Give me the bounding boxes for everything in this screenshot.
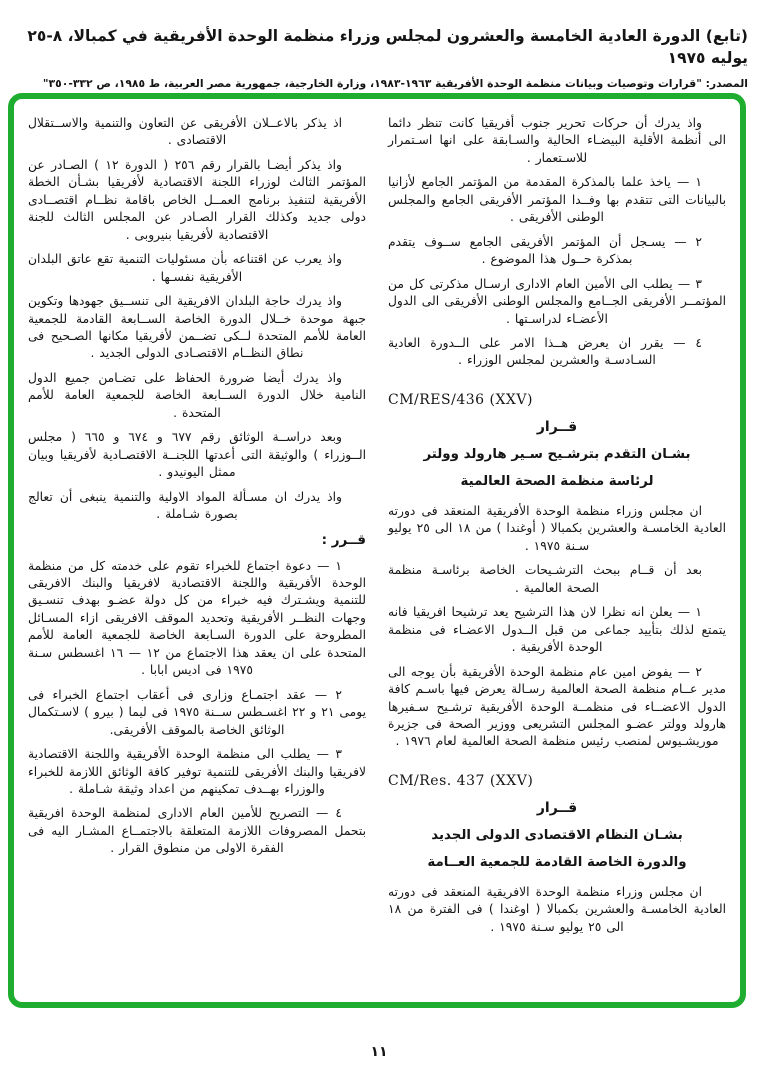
decree-clause-4: ٤ — التصريح للأمين العام الادارى لمنظمة الوحدة افريقية بتحمل المصروفات اللازمة المتعلقة بالاجتمــاع المشـار اليه فى الفقرة الاولى من منطوق القرار . [28,806,366,856]
page-header [0,0,758,93]
resolution-subtitle-line2: لرئاسة منظمة الصحة العالمية [460,473,654,489]
paragraph-solidarity: واذ يدرك أيضا ضرورة الحفاظ على تضـامن جميع الدول النامية خلال الدورة الســابعة الخاصة للجمعية العامة للأمم المتحدة . [28,370,366,420]
paragraph-preamble: واذ يدرك أن حركات تحرير جنوب أفريقيا كانت تنظر دائما الى أنظمة الأقلية البيضـاء الحالية والسـابقة على انها اسـتمرار للاسـتعمار . [388,116,726,165]
clause-3: ٣ — يطلب الى الأمين العام الادارى ارسـال مذكرتى كل من المؤتمــر الأفريقى الجــامع والمجلس الوطنى الأفريقى الى الدول الأعضـاء لدراسـتها . [388,276,726,326]
resolution-subtitle-line1: بشـان التقدم بترشـيح سـير هارولد وولتر [423,446,691,462]
paragraph-nominations: بعد أن قــام ببحث الترشـيحات الخاصة برئاسـة منظمة الصحة العالمية . [388,563,702,595]
paragraph-council-session: ان مجلس وزراء منظمة الوحدة الأفريقية المنعقد فى دورته العادية الخامسـة والعشرين بكمبالا ( أوغندا ) من ١٨ الى ٢٥ يوليو سـنة ١٩٧٥ . [388,503,727,553]
decree-clause-1: ١ — دعوة اجتماع للخبراء تقوم على خدمته كل من منظمة الوحدة الأفريقية واللجنة الاقتصادية لافريقيا والبنك الافريقى للتنمية ويشـترك فيه خبراء من كل دولة عضـو بهدف تنسـيق وجهات النظــر الأفريقية وتحديد الموقف الافريقى ازاء المسـائل المطروحة على الدورة السـابعة الخاصة للجمعية العامة للأمم المتحدة على ان يعقد هذا الاجتماع من ١٢ — ١٦ اغسطس سـنة ١٩٧٥ فى اديس ابابا . [28,558,366,678]
clause-4: ٤ — يقرر ان يعرض هــذا الامر على الــدورة العادية السـادسـة والعشرين لمجلس الوزراء . [388,335,702,368]
clause-1b: ١ — يعلن انه نظرا لان هذا الترشيح يعد ترشيحا افريقيا فانه يتمتع لذلك بتأييد جماعى من قبل الــدول الاعضـاء فى منظمة الوحدة الأفريقية . [388,605,726,655]
page-number: ١١ [370,1044,388,1060]
resolution-title-word: قــرار [536,799,578,816]
highlight-frame [8,93,746,1008]
source-citation: المصدر: "قرارات وتوصيات وبيانات منظمة الوحدة الأفريقية ١٩٦٣-١٩٨٣، وزارة الخارجية، جمهورية مصر العربية، ط ١٩٨٥، ص ٣٣٢-٣٥٠" [42,77,748,91]
paragraph-raw-materials: واذ يدرك ان مسـألة المواد الاولية والتنمية ينبغى أن تعالج بصورة شـاملة . [28,489,342,522]
paragraph-council-session-2: ان مجلس وزراء منظمة الوحدة الافريقية المنعقد فى دورته العادية الخامسـة والعشرين بكمبالا ( اوغندا ) فى الفترة من ١٨ الى ٢٥ يوليو سـنة ١٩٧٥ . [388,884,726,934]
resolution-ref-436: CM/RES/436 (XXV) [388,391,533,408]
decree-clause-3: ٣ — يطلب الى منظمة الوحدة الأفريقية واللجنة الاقتصادية لافريقيا والبنك الأفريقى للتنمية توفير كافة الوثائق اللازمة للخبراء والوزراء بهــدف تمكينهم من اعداد وثيقة شـاملة . [28,747,366,796]
session-title: (تابع) الدورة العادية الخامسة والعشرون لمجلس وزراء منظمة الوحدة الأفريقية في كمبالا، ٨-٢٥ يوليه ١٩٧٥ [27,27,748,67]
resolution-subtitle-line1: بشـان النظام الاقتصادى الدولى الجديد [431,827,683,843]
column-right [388,115,726,994]
clause-1: ١ — ياخذ علما بالمذكرة المقدمة من المؤتمر الجامع لأزانيا بالبيانات التى تتقدم بها وفــدا المؤتمر الأفريقى الجامع والمجلس الوطنى الأفريقى . [388,175,726,225]
paragraph-recall-resolution-256: واذ يذكر أيضـا بالقرار رقم ٢٥٦ ( الدورة ١٢ ) الصـادر عن المؤتمر الثالث لوزراء اللجنة الاقتصادية لأفريقيا بشـأن الخطة الأفريقية لتنفيذ برنامج العمــل الخاص باقامة نظــام اقتصــادى دولى جديد وكذلك القرار الصـادر عن المجلس الثالث للجنة الاقتصادية لأفريقيا بنيروبى . [28,157,366,242]
paragraph-recall-declaration: اذ يذكر بالاعــلان الأفريقى عن التعاون والتنمية والاســتقلال الاقتصادى . [28,116,342,148]
paragraph-conviction: واذ يعرب عن اقتناعه بأن مسئوليات التنمية تقع عاتق البلدان الأفريقية نفسـها . [28,252,342,284]
paragraph-documents-study: وبعد دراســة الوثائق رقم ٦٧٧ و ٦٧٤ و ٦٦٥ ( مجلس الــوزراء ) والوثيقة التى أعدتها اللجنــة الاقتصـادية لأفريقيا وبيان ممثل اليونيدو . [28,430,366,480]
resolution-title-word: قــرار [536,418,578,435]
resolution-title-436 [388,418,726,491]
clause-2b: ٢ — يفوض امين عام منظمة الوحدة الأفريقية بأن يوجه الى مدير عــام منظمة الصحة العالمية رسـالة يعرض فيها باسـم كافة الدول الاعضــاء فى منظمــة الوحدة الأفريقية ترشـيح سـفيرها هارولد وولتر عضـو المجلس التشريعى ووزير الصحة فى جزيرة موريشـيوس لمنصب رئيس منظمة الصحة العالمية لعام ١٩٧٦ . [388,664,726,749]
resolution-subtitle-line2: والدورة الخاصة القادمة للجمعية العــامة [427,854,687,870]
clause-2: ٢ — يسـجل أن المؤتمر الأفريقى الجامع ســوف يتقدم بمذكرة حــول هذا الموضوع . [388,234,702,267]
decree-heading: قــرر : [321,531,366,548]
resolution-title-437 [388,799,726,872]
decree-clause-2: ٢ — عقد اجتمـاع وزارى فى أعقاب اجتماع الخبراء فى يومى ٢١ و ٢٢ اغسـطس ســنة ١٩٧٥ فى ليما ( بيرو ) لاسـتكمال الوثائق الخاصة بالموقف الأفريقى. [28,687,367,737]
paragraph-coordination-need: واذ يدرك حاجة البلدان الافريقية الى تنســيق جهودها وتكوين جبهة موحدة خــلال الدورة الخاصة الســابعة القادمة للجمعية العامة للأمم المتحدة لــكى تضــمن لأفريقيا مكانها الصـحيح فى نطاق النظــام الاقتصـادى الدولى الجديد . [28,294,366,361]
column-left [28,115,366,994]
resolution-ref-437: CM/Res. 437 (XXV) [388,772,534,789]
